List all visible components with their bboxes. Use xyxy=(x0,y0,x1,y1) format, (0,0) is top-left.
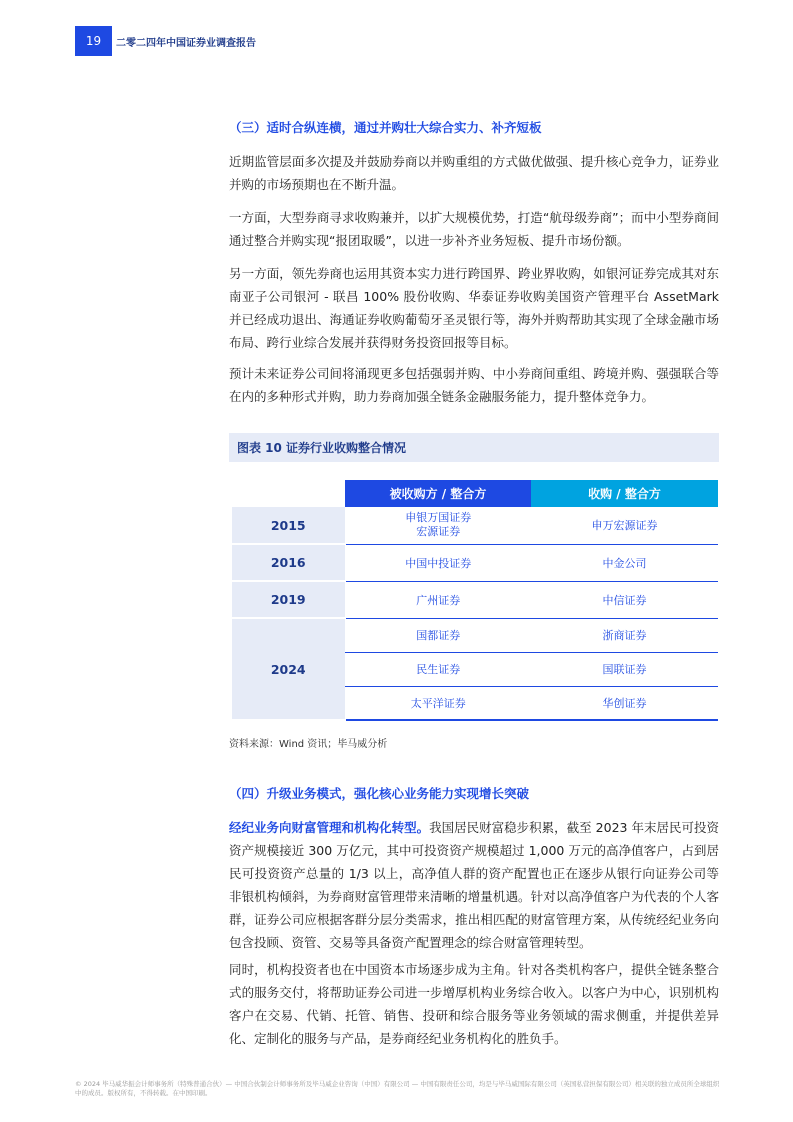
table-row xyxy=(232,544,718,581)
acquisition-table xyxy=(232,480,718,721)
table-header-row xyxy=(232,480,718,507)
acquired-cell: 申银万国证券 宏源证券 xyxy=(345,507,531,544)
section-4-title: （四）升级业务模式，强化核心业务能力实现增长突破 xyxy=(229,786,530,801)
table-row xyxy=(232,618,718,652)
column-header-acquired: 被收购方 / 整合方 xyxy=(345,480,531,507)
section-4-paragraph-2: 同时，机构投资者也在中国资本市场逐步成为主角。针对各类机构客户，提供全链条整合式的服务交付，将帮助证券公司进一步增厚机构业务综合收入。以客户为中心，识别机构客户在交易、代销、托管、销售、投研和综合服务等业务领域的需求侧重，并提供差异化、定制化的服务与产品，是券商经纪业务机构化的胜负手。 xyxy=(229,962,719,1046)
acquirer-cell: 国联证券 xyxy=(531,652,718,686)
paragraph-lead: 经纪业务向财富管理和机构化转型。 xyxy=(229,820,430,835)
page-header xyxy=(75,26,256,56)
section-4-paragraph-1 xyxy=(229,816,719,954)
year-cell: 2016 xyxy=(232,544,345,581)
page-number: 19 xyxy=(75,26,112,56)
acquired-cell: 民生证券 xyxy=(345,652,531,686)
section-3-paragraph-3: 另一方面，领先券商也运用其资本实力进行跨国界、跨业界收购，如银河证券完成其对东南亚子公司银河 - 联昌 100% 股份收购、华泰证券收购美国资产管理平台 AssetMark 并已经成功退出、海通证券收购葡萄牙圣灵银行等，海外并购帮助其实现了全球金融市场布局、跨行业综合发展并获得财务投资回报等目标。 xyxy=(229,266,719,350)
report-title: 二零二四年中国证券业调查报告 xyxy=(116,37,256,49)
section-3-paragraph-2: 一方面，大型券商寻求收购兼并，以扩大规模优势，打造“航母级券商”；而中小型券商间通过整合并购实现“报团取暖”，以进一步补齐业务短板、提升市场份额。 xyxy=(229,210,719,248)
acquired-cell: 太平洋证券 xyxy=(345,686,531,720)
year-cell: 2015 xyxy=(232,507,345,544)
section-3-paragraph-1: 近期监管层面多次提及并鼓励券商以并购重组的方式做优做强、提升核心竞争力，证券业并购的市场预期也在不断升温。 xyxy=(229,154,719,192)
figure-source: 资料来源：Wind 资讯；毕马威分析 xyxy=(229,739,388,750)
copyright-footer: © 2024 毕马威华振会计师事务所（特殊普通合伙）— 中国合伙制会计师事务所及毕马威企业咨询（中国）有限公司 — 中国有限责任公司，均是与毕马威国际有限公司（英国私营担保有限公司）相关联的独立成员所全球组织中的成员。版权所有，不得转载。在中国印刷。 xyxy=(75,1080,720,1097)
figure-title-bar xyxy=(229,433,719,462)
acquirer-cell: 中信证券 xyxy=(531,581,718,618)
year-cell: 2024 xyxy=(232,618,345,720)
paragraph-body: 我国居民财富稳步积累，截至 2023 年末居民可投资资产规模接近 300 万亿元，其中可投资资产规模超过 1,000 万元的高净值客户，占到居民可投资资产总量的 1/3 以上，高净值人群的资产配置也正在逐步从银行向证券公司等非银机构倾斜，为券商财富管理带来清晰的增量机遇。针对以高净值客户为代表的个人客群，证券公司应根据客群分层分类需求，推出相匹配的财富管理方案，从传统经纪业务向包含投顾、资管、交易等具备资产配置理念的综合财富管理转型。 xyxy=(229,820,719,950)
year-cell: 2019 xyxy=(232,581,345,618)
table-header-blank xyxy=(232,480,345,507)
section-3-title: （三）适时合纵连横，通过并购壮大综合实力、补齐短板 xyxy=(229,120,542,135)
table-row xyxy=(232,507,718,544)
section-3-paragraph-4: 预计未来证券公司间将涌现更多包括强弱并购、中小券商间重组、跨境并购、强强联合等在内的多种形式并购，助力券商加强全链条金融服务能力，提升整体竞争力。 xyxy=(229,366,719,404)
acquirer-cell: 申万宏源证券 xyxy=(531,507,718,544)
table-row xyxy=(232,581,718,618)
acquirer-cell: 中金公司 xyxy=(531,544,718,581)
figure-title: 图表 10 证券行业收购整合情况 xyxy=(237,441,407,455)
acquired-cell: 国都证券 xyxy=(345,618,531,652)
column-header-acquirer: 收购 / 整合方 xyxy=(531,480,718,507)
acquired-cell: 中国中投证券 xyxy=(345,544,531,581)
acquired-cell: 广州证券 xyxy=(345,581,531,618)
acquirer-cell: 华创证券 xyxy=(531,686,718,720)
acquirer-cell: 浙商证券 xyxy=(531,618,718,652)
